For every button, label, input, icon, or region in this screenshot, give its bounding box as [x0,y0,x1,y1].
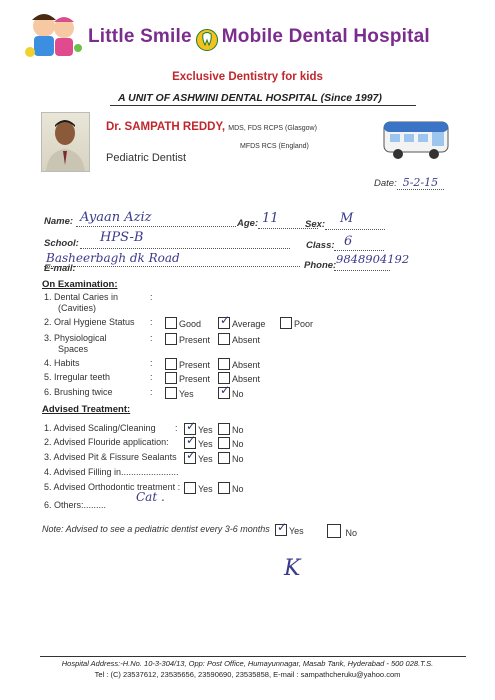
hygiene-poor-option[interactable]: Poor [280,317,313,329]
colon: : [150,317,153,327]
exam-row-spaces: 3. Physiological [44,333,107,343]
checkbox[interactable] [165,387,177,399]
exam-row-caries-sub: (Cavities) [58,303,97,313]
footer-address: Hospital Address:-H.No. 10-3-304/13, Opp: Post Office, Humayunnagar, Masab Tank, Hyderabad - 500 028.T.S. [61,659,434,668]
checkbox-checked[interactable] [275,520,288,536]
checkbox[interactable] [218,452,230,464]
signature: K [284,556,301,581]
checkbox[interactable] [327,524,341,538]
hygiene-good-option[interactable]: Good [165,317,201,329]
checkmark-icon: ✓ [186,433,197,447]
phone-line [334,270,390,271]
sex-label: Sex: [305,219,326,230]
treatment-row-ortho: 5. Advised Orthodontic treatment : [44,482,181,492]
checkbox-checked[interactable] [184,448,197,464]
checkmark-icon: ✓ [186,448,197,462]
spaces-absent-option[interactable]: Absent [218,333,260,345]
checkbox[interactable] [218,423,230,435]
examination-heading: On Examination: [42,279,118,290]
note-no-option[interactable]: No [327,524,357,538]
doctor-photo [41,112,90,172]
date-value: 5-2-15 [397,176,444,190]
treatment-row-scaling: 1. Advised Scaling/Cleaning [44,423,156,433]
followup-note: Note: Advised to see a pediatric dentist every 3-6 months [42,524,270,534]
name-value: Ayaan Aziz [80,210,152,225]
checkbox-checked[interactable] [218,383,231,399]
checkbox[interactable] [165,372,177,384]
hospital-subtitle: Exclusive Dentistry for kids [172,71,323,83]
treatment-row-filling: 4. Advised Filling in....................... [44,467,179,477]
checkbox[interactable] [165,317,177,329]
doctor-quals: MFDS RCS (England) [240,143,309,150]
checkbox[interactable] [280,317,292,329]
phone-label: Phone: [304,260,337,271]
colon: : [150,387,153,397]
ortho-yes-option[interactable]: Yes [184,482,213,494]
school-line [80,248,290,249]
sex-value: M [340,211,354,226]
doctor-name: Dr. SAMPATH REDDY, MDS, FDS RCPS (Glasgow) [106,121,317,133]
spaces-present-option[interactable]: Present [165,333,210,345]
irregular-absent-option[interactable]: Absent [218,372,260,384]
hygiene-average-option[interactable]: ✓ Average [220,313,266,329]
school-label: School: [44,238,79,249]
age-label: Age: [237,218,259,229]
footer-divider [40,656,466,657]
exam-row-spaces-sub: Spaces [58,344,89,354]
address-value: Basheerbagh dk Road [46,251,180,265]
checkbox-checked[interactable] [218,313,231,329]
colon: : [150,333,153,343]
unit-line: A UNIT OF ASHWINI DENTAL HOSPITAL (Since 1997) [118,92,382,104]
checkbox[interactable] [218,358,230,370]
name-label: Name: [44,216,74,227]
header-divider [110,105,416,106]
colon: : [150,292,153,302]
others-value: Cat . [136,490,165,504]
class-label: Class: [306,240,335,251]
exam-row-brushing: 6. Brushing twice [44,387,113,397]
sealants-no-option[interactable]: No [218,452,244,464]
date-field: Date: 5-2-15 [374,176,444,189]
checkbox[interactable] [218,482,230,494]
exam-row-habits: 4. Habits [44,358,80,368]
habits-absent-option[interactable]: Absent [218,358,260,370]
treatment-row-flouride: 2. Advised Flouride application: [44,437,169,447]
scaling-no-option[interactable]: No [218,423,244,435]
treatment-row-sealants: 3. Advised Pit & Fissure Sealants [44,452,177,462]
name-line [76,226,236,227]
checkbox[interactable] [165,333,177,345]
checkbox[interactable] [184,482,196,494]
scaling-yes-option[interactable]: ✓ Yes [186,419,213,435]
class-line [334,250,384,251]
kids-logo-icon [22,8,84,68]
treatment-row-others: 6. Others:......... [44,500,107,510]
checkmark-icon: ✓ [277,520,288,534]
class-value: 6 [344,234,353,249]
flouride-no-option[interactable]: No [218,437,244,449]
exam-row-hygiene: 2. Oral Hygiene Status [44,317,135,327]
exam-row-irregular: 5. Irregular teeth [44,372,111,382]
ortho-no-option[interactable]: No [218,482,244,494]
sealants-yes-option[interactable]: ✓ Yes [186,448,213,464]
colon: : [175,423,178,433]
checkbox[interactable] [218,437,230,449]
tooth-logo-icon [196,29,218,51]
colon: : [150,372,153,382]
checkmark-icon: ✓ [220,383,231,397]
brushing-no-option[interactable]: ✓ No [220,383,244,399]
flouride-yes-option[interactable]: ✓ Yes [186,433,213,449]
checkbox[interactable] [218,333,230,345]
age-value: 11 [262,211,279,226]
colon: : [150,358,153,368]
mobile-van-icon [380,114,452,164]
hospital-title: Little Smile Mobile Dental Hospital [88,26,430,51]
email-label: E-mail: [44,263,76,274]
treatment-heading: Advised Treatment: [42,404,131,415]
sex-line [325,229,385,230]
habits-present-option[interactable]: Present [165,358,210,370]
doctor-role: Pediatric Dentist [106,152,187,164]
irregular-present-option[interactable]: Present [165,372,210,384]
phone-value: 9848904192 [336,252,410,266]
exam-row-caries: 1. Dental Caries in [44,292,119,302]
checkmark-icon: ✓ [186,419,197,433]
brushing-yes-option[interactable]: Yes [165,387,194,399]
footer-contact: Tel : (C) 23537612, 23535656, 23590690, 23535858, E-mail : sampathcheruku@yahoo.com [94,670,401,679]
address-line [44,266,300,267]
checkmark-icon: ✓ [220,313,231,327]
school-value: HPS-B [100,230,144,245]
note-yes-option[interactable]: ✓ Yes [277,520,304,536]
checkbox[interactable] [165,358,177,370]
